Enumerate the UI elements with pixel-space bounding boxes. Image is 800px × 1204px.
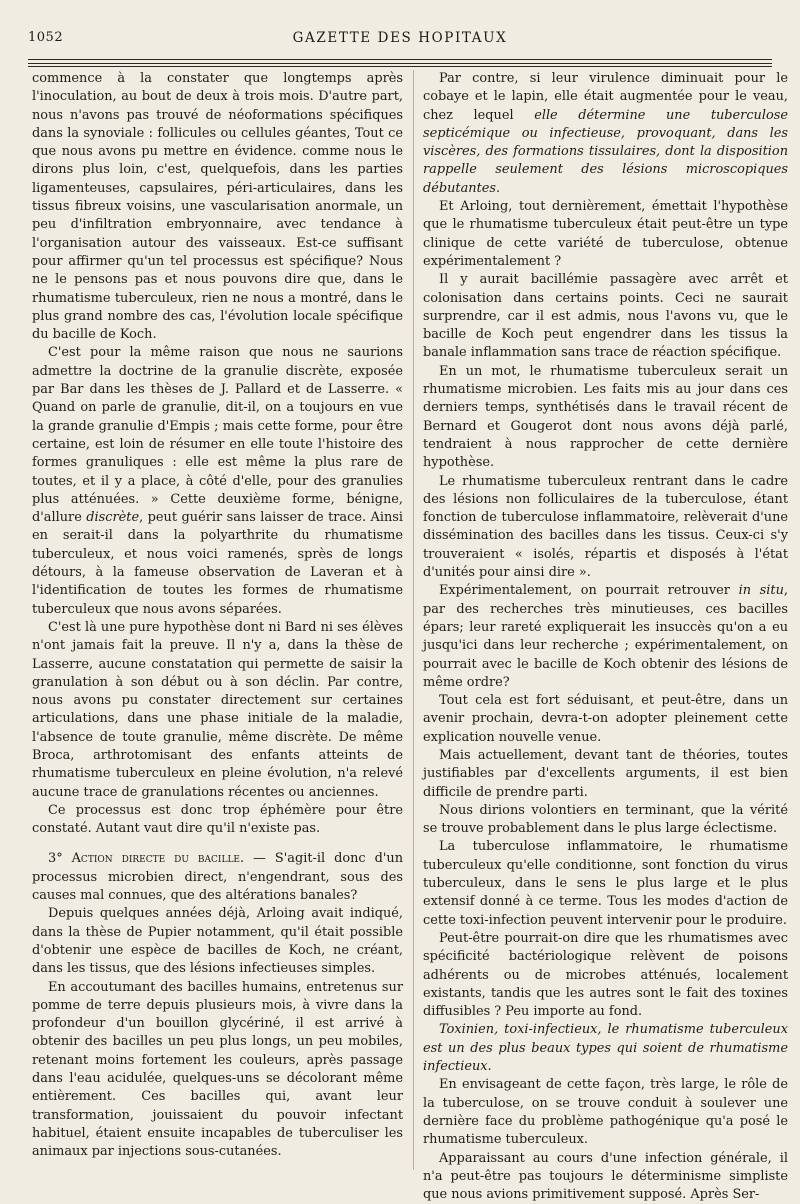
paragraph: En envisageant de cette façon, très large, le rôle de la tuberculose, on se trouve conduit à soulever une dernière face du problème pathogénique qu'a posé le rhumatisme tuberculeux. (423, 1077, 788, 1148)
paragraph: En un mot, le rhumatisme tuberculeux serait un rhumatisme microbien. Les faits mis au jour dans ces derniers temps, synthétisés dans le travail récent de Bernard et Gougerot dont nous avons déjà parlé, tendraient à nous rapprocher de cette dernière hypothèse. (423, 363, 788, 471)
left-column (32, 70, 403, 1162)
paragraph (423, 1021, 788, 1076)
text-run: , par des recherches très minutieuses, ces bacilles épars; leur rareté expliquerait les insuccès qu'on a eu jusqu'ici dans leur recherche ; expérimentalement, on pourrait avec le bacille de Koch obtenir des lésions de même ordre? (423, 583, 788, 690)
paragraph: Nous dirions volontiers en terminant, que la vérité se trouve probablement dans le plus large éclectisme. (423, 802, 788, 837)
paragraph: Apparaissant au cours d'une infection générale, il n'a peut-être pas toujours le déterminisme simpliste que nous avions primitivement supposé. Après Ser- (423, 1150, 788, 1203)
section-heading: Action directe du bacille. (71, 851, 245, 867)
page-number: 1052 (28, 30, 64, 45)
paragraph (423, 70, 788, 198)
paragraph (32, 344, 403, 618)
paragraph (423, 582, 788, 692)
paragraph: Le rhumatisme tuberculeux rentrant dans le cadre des lésions non folliculaires de la tuberculose, étant fonction de tuberculose inflammatoire, relèverait d'une dissémination des bacilles dans les tissus. Ceux-ci s'y trouveraient « isolés, répartis et disposés à l'état d'unités pour ainsi dire ». (423, 473, 788, 581)
text-run: Expérimentalement, on pourrait retrouver (439, 583, 739, 599)
paragraph: Depuis quelques années déjà, Arloing avait indiqué, dans la thèse de Pupier notamment, qu'il était possible d'obtenir une espèce de bacilles de Koch, ne créant, dans les tissus, que des lésions infectieuses simples. (32, 906, 403, 977)
paragraph: Mais actuellement, devant tant de théories, toutes justifiables par d'excellents arguments, il est bien difficile de prendre parti. (423, 747, 788, 800)
paragraph: C'est là une pure hypothèse dont ni Bard ni ses élèves n'ont jamais fait la preuve. Il n'y a, dans la thèse de Lasserre, aucune constatation qui permette de saisir la granulation à son début ou à son déclin. Par contre, nous avons pu constater directement sur certaines articulations, dans une phase initiale de la maladie, l'absence de toute granulie, même discrète. De même Broca, arthrotomisant des enfants atteints de rhumatisme tuberculeux en pleine évolution, n'a relevé aucune trace de granulations récentes ou anciennes. (32, 619, 403, 800)
journal-title: GAZETTE DES HOPITAUX (292, 30, 508, 46)
text-run: — S'agit-il donc d'un processus microbien direct, n'engendrant, sous des causes mal connues, que des altérations banales? (32, 851, 404, 904)
paragraph: Ce processus est donc trop éphémère pour être constaté. Autant vaut dire qu'il n'existe pas. (32, 802, 403, 837)
header-rule (28, 63, 772, 64)
text-run: , peut guérir sans laisser de trace. Ainsi en serait-il dans la polyarthrite du rhumatisme tuberculeux, et nous voici ramenés, sprès de longs détours, à la fameuse observation de Laveran et à l'identification de toutes les formes de rhumatisme tuberculeux que nous avons séparées. (32, 510, 403, 617)
section-paragraph (32, 850, 403, 905)
paragraph: Il y aurait bacillémie passagère avec arrêt et colonisation dans certains points. Ceci ne saurait surprendre, car il est admis, nous l'avons vu, que le bacille de Koch peut engendrer dans les tissus la banale inflammation sans trace de réaction spécifique. (423, 272, 788, 361)
text-run: C'est pour la même raison que nous ne saurions admettre la doctrine de la granulie discrète, exposée par Bar dans les thèses de J. Pallard et de Lasserre. « Quand on parle de granulie, dit-il, on a toujours en vue la grande granulie d'Empis ; mais cette forme, pour être certaine, est loin de résumer en elle toute l'histoire des formes granuliques : elle est même la plus rare de toutes, et il y a place, à côté d'elle, pour des granulies plus atténuées. » Cette deuxième forme, bénigne, d'allure (32, 345, 403, 526)
paragraph: La tuberculose inflammatoire, le rhumatisme tuberculeux qu'elle conditionne, sont fonction du virus tuberculeux, dans le sens le plus large et le plus extensif donné à ce terme. Tous les modes d'action de cette toxi-infection peuvent intervenir pour le produire. (423, 839, 788, 928)
paragraph: commence à la constater que longtemps après l'inoculation, au bout de deux à trois mois. D'autre part, nous n'avons pas trouvé de néoformations spécifiques dans la synoviale : follicules ou cellules géantes, Tout ce que nous avons pu mettre en évidence. comme nous le dirons plus loin, c'est, quelquefois, dans les parties ligamenteuses, capsulaires, péri-articulaires, dans les tissus fibreux voisins, une vascularisation anormale, un peu d'infiltration embryonnaire, avec tendance à l'organisation autour des vaisseaux. Est-ce suffisant pour affirmer qu'un tel processus est spécifique? Nous ne le pensons pas et nous pouvons dire que, dans le rhumatisme tuberculeux, rien ne nous a montré, dans le plus grand nombre des cas, l'évolution locale spécifique du bacille de Koch. (32, 71, 403, 343)
paragraph: Peut-être pourrait-on dire que les rhumatismes avec spécificité bactériologique relèvent de poisons adhérents ou de microbes atténués, localement existants, tandis que les autres sont le fait des toxines diffusibles ? Peu importe au fond. (423, 930, 788, 1020)
column-divider (413, 70, 414, 1170)
header-rule (28, 59, 772, 60)
italic-text: in situ (738, 583, 784, 599)
right-column (423, 70, 788, 1204)
section-number: 3° (48, 851, 72, 867)
text-run: Par contre, si leur virulence diminuait pour le cobaye et le lapin, elle était augmentée pour le veau, chez lequel (423, 71, 788, 123)
italic-text: Toxinien, toxi-infectieux, le rhumatisme tuberculeux est un des plus beaux types qui soient de rhumatisme infectieux. (423, 1022, 788, 1075)
italic-text: elle détermine une tuberculose septicémique ou infectieuse, provoquant, dans les viscères, des formations tissulaires, dont la disposition rappelle seulement des lésions microscopiques débutantes. (423, 107, 788, 196)
paragraph: En accoutumant des bacilles humains, entretenus sur pomme de terre depuis plusieurs mois, à vivre dans la profondeur d'un bouillon glycériné, il est arrivé à obtenir des bacilles un peu plus longs, un peu mobiles, retenant moins fortement les couleurs, après passage dans l'eau acidulée, quelques-uns se décolorant même entièrement. Ces bacilles qui, avant leur transformation, jouissaient du pouvoir infectant habituel, étaient ensuite incapables de tuberculiser les animaux par injections sous-cutanées. (32, 979, 403, 1160)
page-header (28, 30, 772, 52)
header-rule (28, 66, 772, 67)
paragraph: Et Arloing, tout dernièrement, émettait l'hypothèse que le rhumatisme tuberculeux était peut-être un type clinique de cette variété de tuberculose, obtenue expérimentalement ? (423, 199, 788, 269)
paragraph: Tout cela est fort séduisant, et peut-être, dans un avenir prochain, devra-t-on adopter pleinement cette explication nouvelle venue. (423, 693, 788, 745)
italic-text: discrète (86, 510, 140, 526)
